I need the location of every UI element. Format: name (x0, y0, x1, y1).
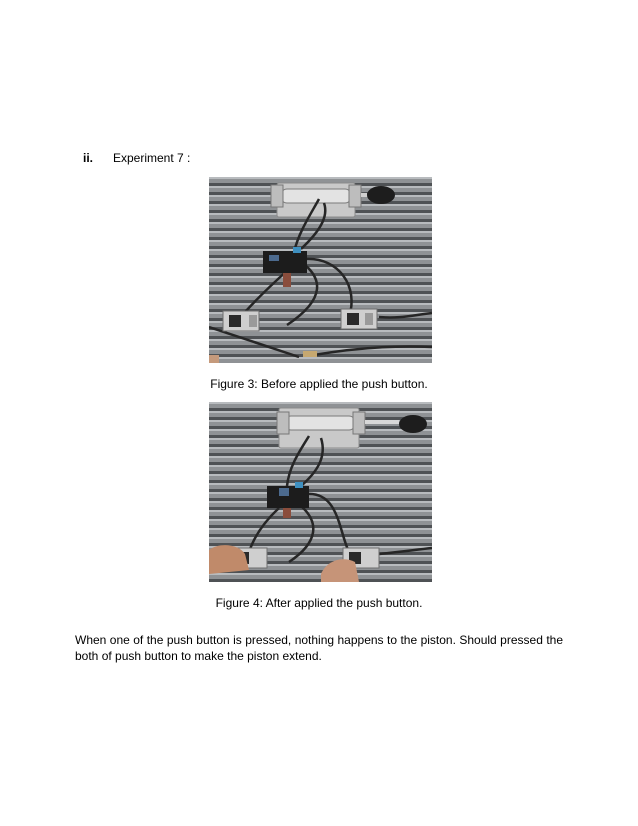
section-heading (83, 151, 190, 165)
pneumatic-cylinder (285, 416, 355, 430)
section-number: ii. (83, 151, 94, 165)
piston-rod (361, 193, 367, 197)
figure-3-caption: Figure 3: Before applied the push button. (210, 377, 428, 391)
and-valve-block (263, 251, 307, 273)
section-title: Experiment 7 : (113, 151, 191, 165)
cylinder-end-cap-right (349, 185, 361, 207)
figure-3-photo (209, 177, 432, 363)
piston-rod-end-knob (367, 186, 395, 204)
cylinder-end-cap-left (271, 185, 283, 207)
piston-rod (365, 420, 399, 424)
cylinder-end-cap-right (353, 412, 365, 434)
figure-4-illustration (209, 402, 432, 582)
experiment-conclusion-paragraph: When one of the push button is pressed, nothing happens to the piston. Should pressed the both of push button to make the piston extend. (75, 633, 563, 663)
cylinder-end-cap-left (277, 412, 289, 434)
piston-rod-end-knob (399, 415, 427, 433)
figure-3-illustration (209, 177, 432, 363)
figure-4-caption: Figure 4: After applied the push button. (215, 596, 423, 610)
figure-4-photo (209, 402, 432, 588)
pneumatic-cylinder (281, 189, 351, 203)
